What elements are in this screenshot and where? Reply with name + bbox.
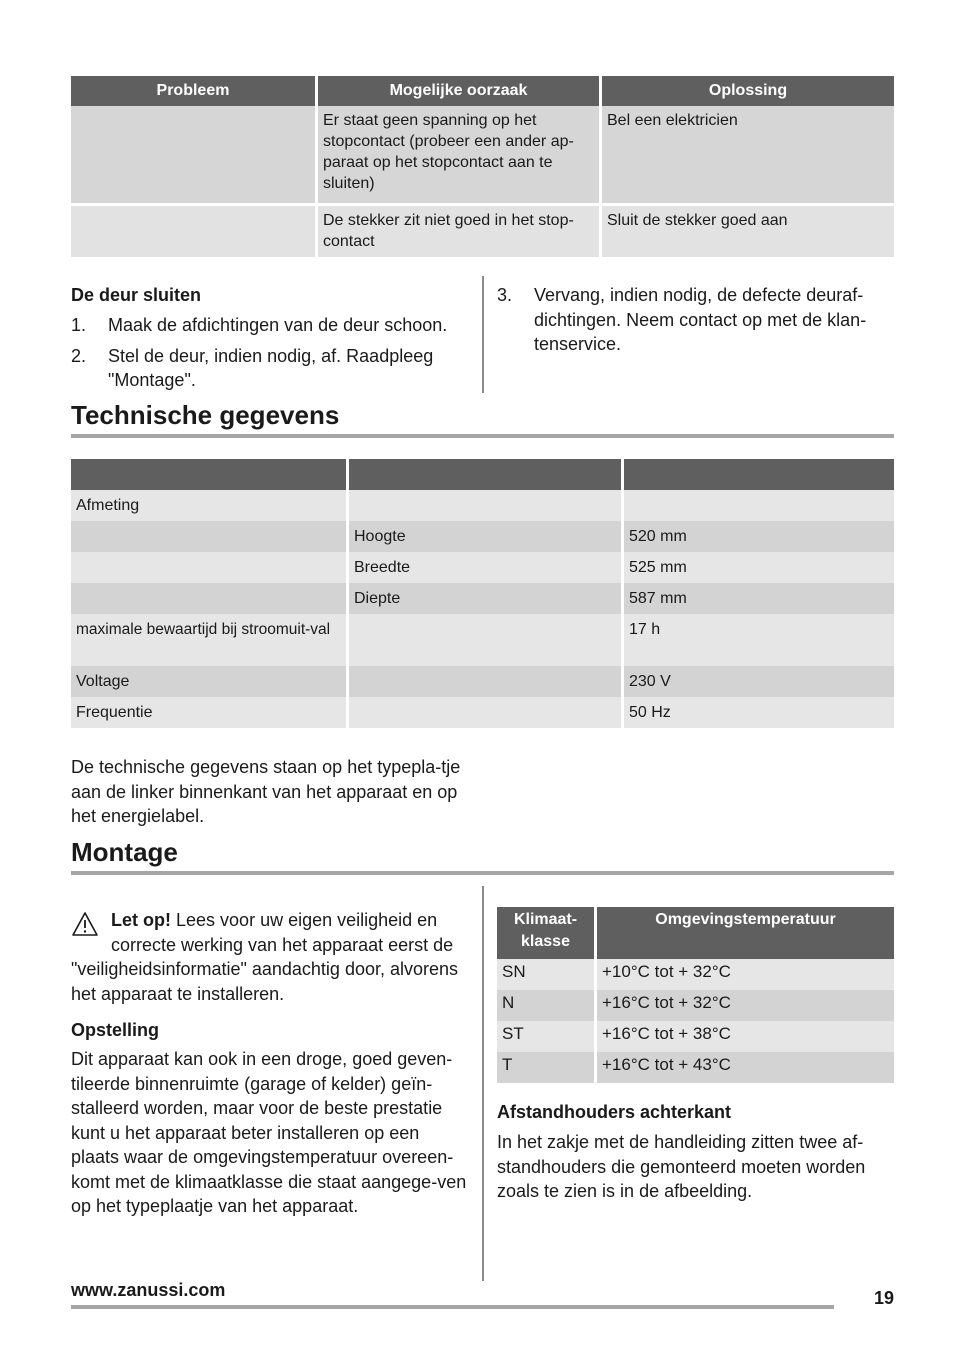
header-probleem: Probleem	[71, 76, 315, 106]
montage-section-title: Montage	[71, 837, 178, 867]
cell-sublabel	[346, 697, 621, 728]
cell-sublabel: Diepte	[346, 583, 621, 614]
cell-label	[71, 583, 346, 614]
problem-table	[71, 76, 894, 257]
table-row	[497, 959, 894, 990]
cell-klasse: N	[497, 990, 594, 1021]
table-row	[71, 490, 894, 521]
cell-label	[71, 552, 346, 583]
cell-sublabel	[346, 666, 621, 697]
cell-temp: +16°C tot + 32°C	[594, 990, 894, 1021]
cell-label: Afmeting	[71, 490, 346, 521]
column-divider	[482, 886, 484, 1281]
table-row	[71, 697, 894, 728]
warning-block	[71, 908, 471, 1006]
column-divider	[482, 276, 484, 393]
tech-note: De technische gegevens staan op het typepla-tje aan de linker binnenkant van het apparaat en op het energielabel.	[71, 757, 461, 826]
footer-url[interactable]: www.zanussi.com	[71, 1280, 226, 1300]
step-text: Vervang, indien nodig, de defecte deuraf-dichtingen. Neem contact op met de klan-tenservice.	[534, 285, 867, 354]
table-row	[71, 552, 894, 583]
table-row	[497, 1021, 894, 1052]
cell-value: 17 h	[621, 614, 894, 666]
cell-value	[621, 490, 894, 521]
cell-value: 520 mm	[621, 521, 894, 552]
climate-table	[497, 907, 894, 1083]
cell-value: 525 mm	[621, 552, 894, 583]
opstelling-title: Opstelling	[71, 1020, 160, 1040]
step-number: 2.	[71, 345, 87, 366]
cell-oplossing: Bel een elektricien	[599, 106, 894, 203]
cell-temp: +16°C tot + 38°C	[594, 1021, 894, 1052]
step-number: 1.	[71, 315, 87, 335]
table-row	[71, 203, 894, 257]
step-number: 3.	[497, 285, 513, 305]
opstelling-text: Dit apparaat kan ook in een droge, goed geven-tileerde binnenruimte (garage of kelder) geïn-stalleerd worden, maar voor de beste prestatie kunt u het apparaat beter installeren op een plaats waar de omgevingstemperatuur overeen-komt met de klimaatklasse die staat aangege-ven op het typeplaatje van het apparaat.	[71, 1049, 467, 1216]
cell-sublabel: Hoogte	[346, 521, 621, 552]
cell-value: 230 V	[621, 666, 894, 697]
cell-label: Frequentie	[71, 697, 346, 728]
cell-value: 587 mm	[621, 583, 894, 614]
door-steps-list	[71, 313, 471, 393]
cell-klasse: SN	[497, 959, 594, 990]
cell-value: 50 Hz	[621, 697, 894, 728]
cell-klasse: ST	[497, 1021, 594, 1052]
table-row	[497, 1052, 894, 1083]
cell-label: maximale bewaartijd bij stroomuit-val	[71, 614, 346, 666]
door-steps-list-continued	[497, 283, 892, 357]
spacer-text: In het zakje met de handleiding zitten twee af-standhouders die gemonteerd moeten worden zoals te zien is in de afbeelding.	[497, 1132, 866, 1201]
cell-sublabel	[346, 614, 621, 666]
door-section-title: De deur sluiten	[71, 285, 202, 305]
cell-label: Voltage	[71, 666, 346, 697]
cell-probleem	[71, 106, 315, 203]
warning-triangle-icon	[71, 911, 105, 943]
cell-oorzaak: De stekker zit niet goed in het stop-contact	[315, 203, 599, 257]
problem-table-header	[71, 76, 894, 106]
table-row	[71, 614, 894, 666]
warning-label: Let op!	[111, 910, 171, 930]
header-cell	[71, 459, 346, 490]
tech-table-header	[71, 459, 894, 490]
cell-temp: +10°C tot + 32°C	[594, 959, 894, 990]
warning-text: Lees voor uw eigen veiligheid en correcte werking van het apparaat eerst de "veiligheidsinformatie" aandachtig door, alvorens het apparaat te installeren.	[71, 910, 459, 1004]
footer-rule	[71, 1305, 834, 1309]
section-rule	[71, 434, 894, 438]
list-item	[497, 283, 892, 357]
header-temperatuur: Omgevingstemperatuur	[594, 907, 894, 959]
cell-temp: +16°C tot + 43°C	[594, 1052, 894, 1083]
cell-label	[71, 521, 346, 552]
table-row	[71, 666, 894, 697]
cell-probleem	[71, 203, 315, 257]
header-klasse: Klimaat-klasse	[497, 907, 594, 959]
table-row	[71, 521, 894, 552]
tech-section-title: Technische gegevens	[71, 400, 340, 430]
cell-sublabel: Breedte	[346, 552, 621, 583]
header-cell	[346, 459, 621, 490]
header-oorzaak: Mogelijke oorzaak	[315, 76, 599, 106]
table-row	[71, 583, 894, 614]
table-row	[497, 990, 894, 1021]
header-cell	[621, 459, 894, 490]
cell-oorzaak: Er staat geen spanning op het stopcontact (probeer een ander ap-paraat op het stopcontact aan te sluiten)	[315, 106, 599, 203]
page-number: 19	[873, 1288, 894, 1308]
table-row	[71, 106, 894, 203]
cell-sublabel	[346, 490, 621, 521]
list-item	[71, 344, 471, 393]
step-text: Stel de deur, indien nodig, af. Raadpleeg "Montage".	[108, 345, 434, 390]
header-oplossing: Oplossing	[599, 76, 894, 106]
list-item	[71, 313, 471, 338]
section-rule	[71, 871, 894, 875]
spacer-title: Afstandhouders achterkant	[497, 1102, 732, 1122]
climate-table-header	[497, 907, 894, 959]
cell-oplossing: Sluit de stekker goed aan	[599, 203, 894, 257]
step-text: Maak de afdichtingen van de deur schoon.	[108, 315, 448, 335]
tech-table	[71, 459, 894, 728]
cell-klasse: T	[497, 1052, 594, 1083]
